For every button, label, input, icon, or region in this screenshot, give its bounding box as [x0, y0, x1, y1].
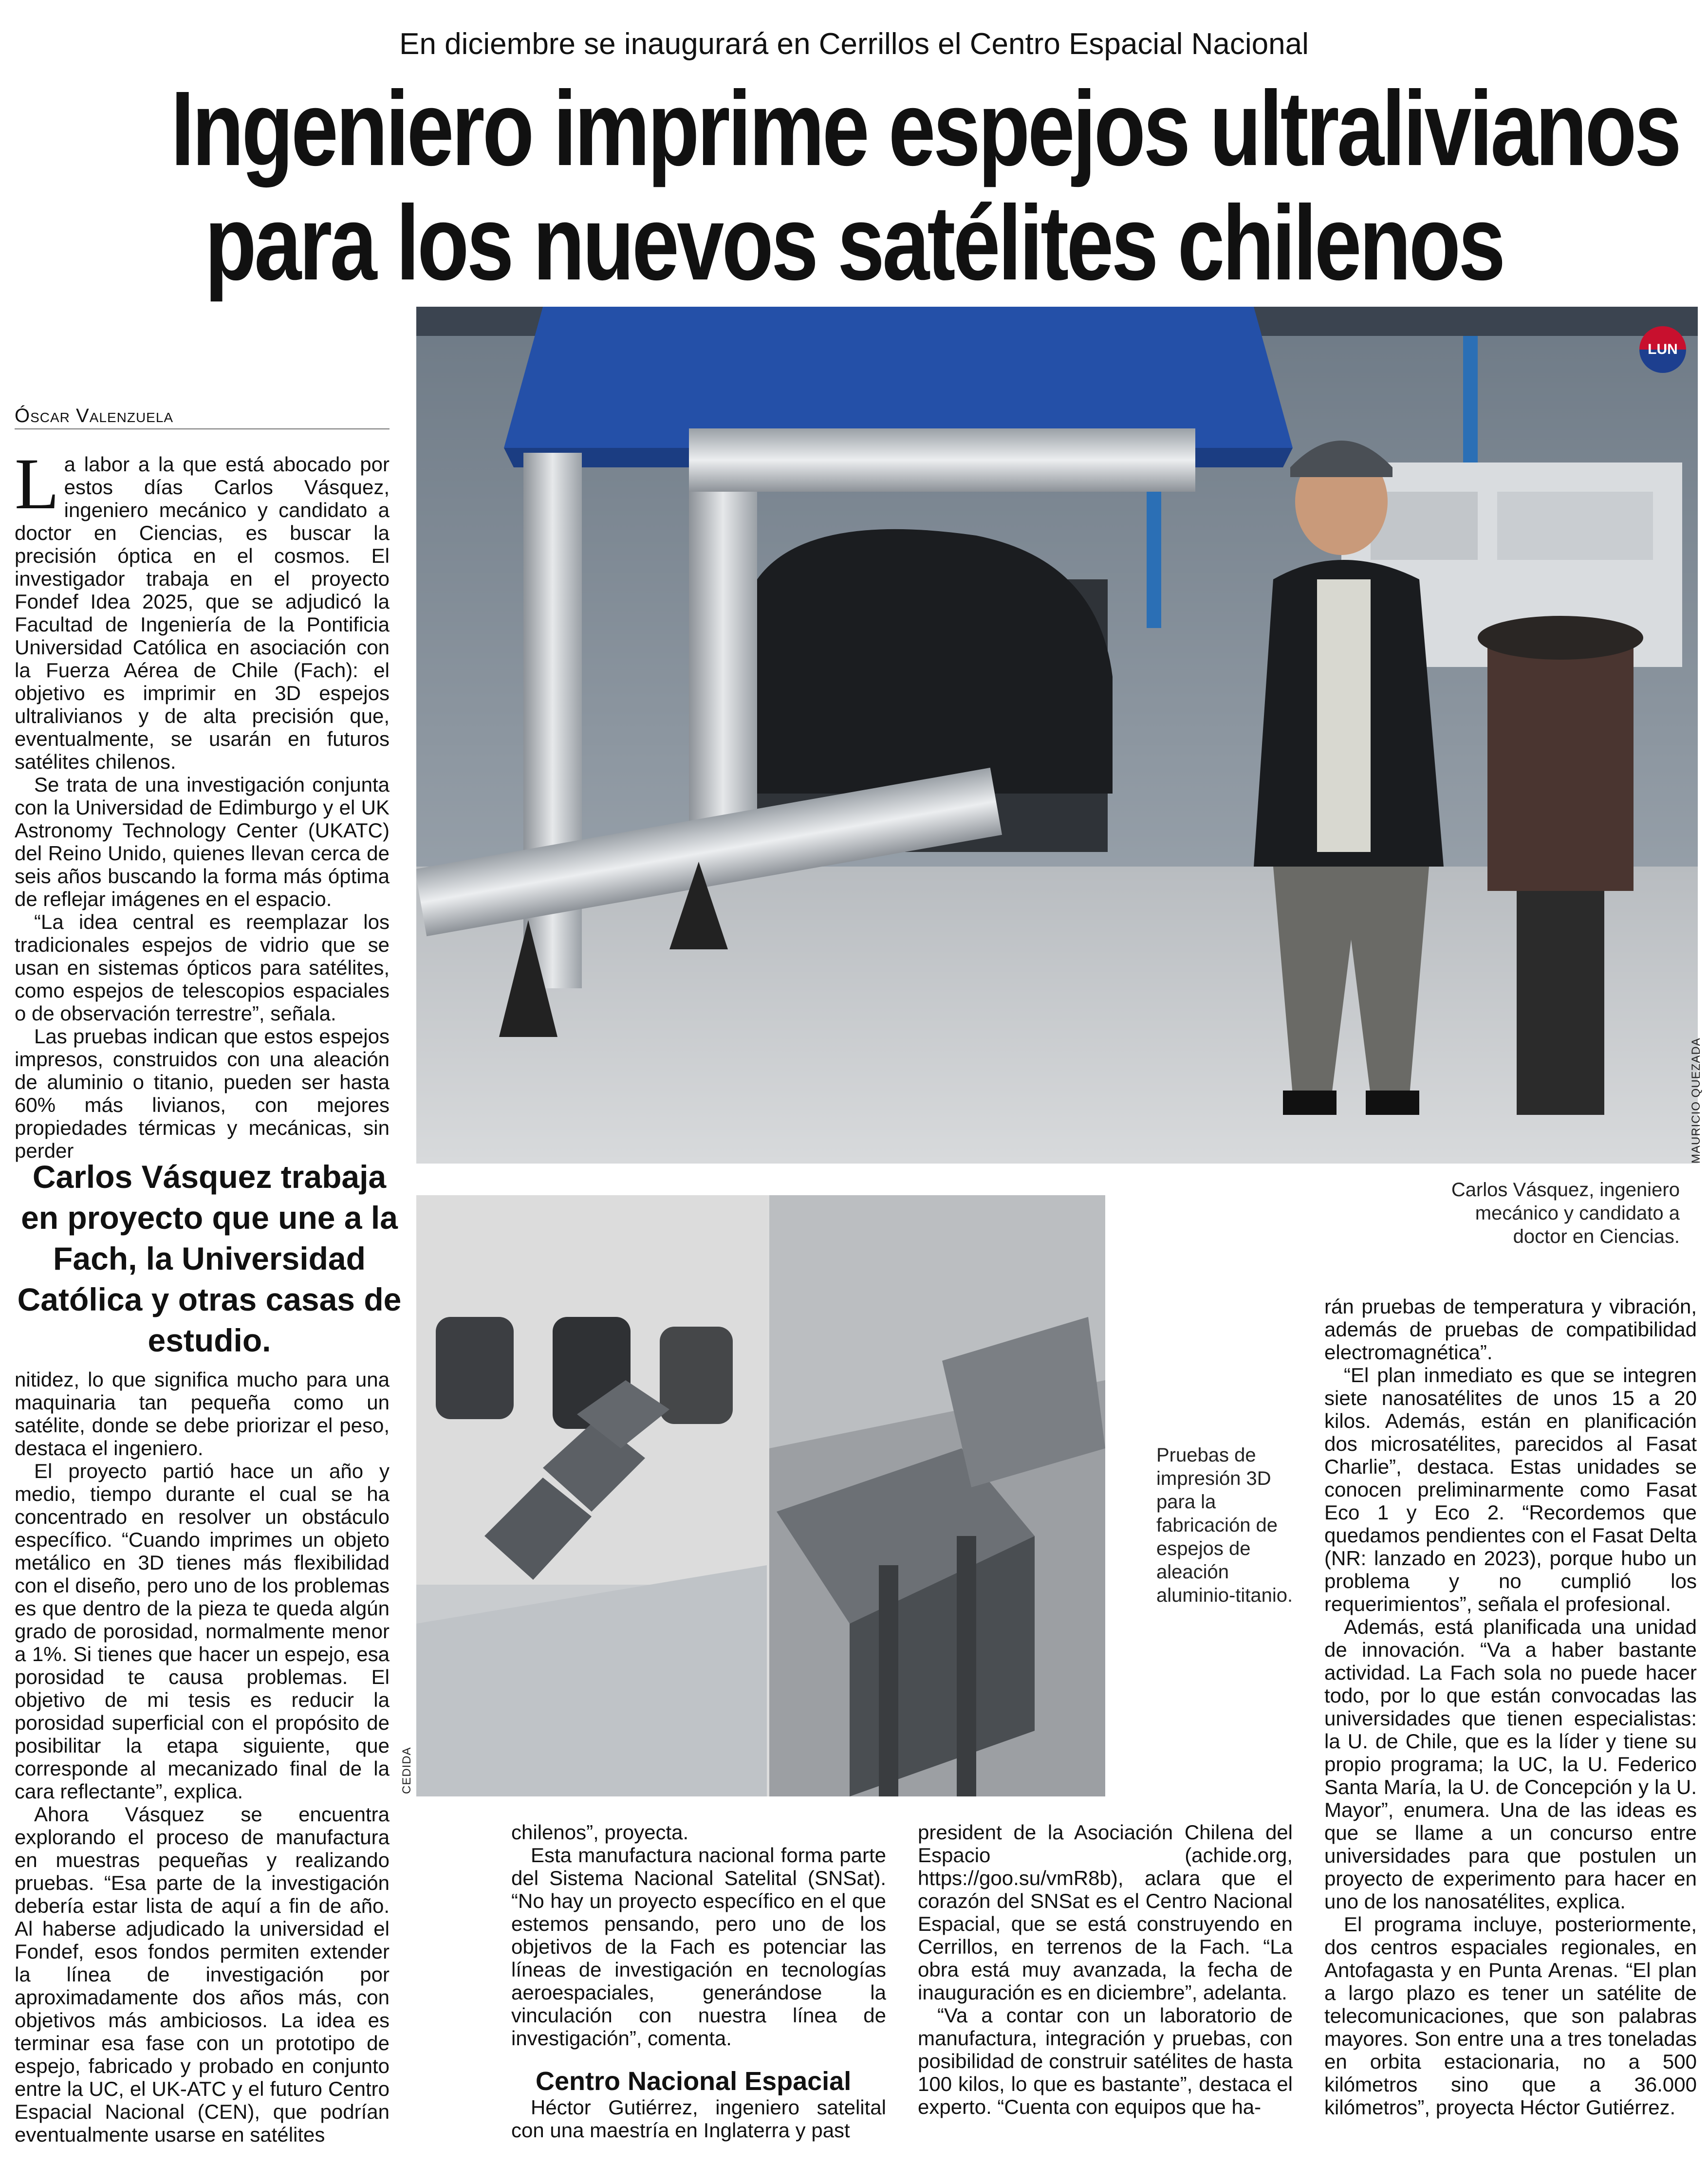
- paragraph: Ahora Vásquez se encuentra explorando el proceso de manufactura en muestras pequeñas y realizando pruebas. “Esa parte de la investigación debería estar lista de aquí a fin de año. Al haberse adjudicado la universidad el Fondef, esos fondos permiten extender la línea de investigación por aproximadamente dos años más, con objetivos más ambiciosos. La idea es terminar esa fase con un prototipo de espejo, fabricado y probado en conjunto entre la UC, el UK-ATC y el futuro Centro Espacial Nacional (CEN), que podrían eventualmente usarse en satélites: [15, 1803, 390, 2146]
- paragraph: “El plan inmediato es que se integren siete nanosatélites de unos 15 a 20 kilos. Además, están en planificación dos microsatélites, parecidos al Fasat Charlie”, destaca. Estas unidades se conocen preliminarmente como Fasat Eco 1 y Eco 2. “Recordemos que quedamos pendientes con el Fasat Delta (NR: lanzado en 2023), porque hubo un problema y no cumplió los requerimientos”, señala el profesional.: [1324, 1364, 1697, 1615]
- column-3: [918, 1821, 1293, 2118]
- main-photo-caption: Carlos Vásquez, ingeniero mecánico y candidato a doctor en Ciencias.: [1451, 1179, 1680, 1247]
- paragraph: a labor a la que está abocado por estos días Carlos Vásquez, ingeniero mecánico y candidato a doctor en Ciencias, es buscar la precisión óptica en el cosmos. El investigador trabaja en el proyecto Fondef Idea 2025, que se adjudicó la Facultad de Ingeniería de la Pontificia Universidad Católica en asociación con la Fuerza Aérea de Chile (Fach): el objetivo es imprimir en 3D espejos ultralivianos y de alta precisión que, eventualmente, se usarán en futuros satélites chilenos.: [15, 453, 390, 773]
- paragraph: chilenos”, proyecta.: [511, 1821, 689, 1844]
- paragraph: Además, está planificada una unidad de innovación. “Va a haber bastante actividad. La Fach sola no puede hacer todo, por lo que están convocadas las universidades que tienen especialistas: la U. de Chile, que es la líder y tiene su propio programa; la UC, la U. Federico Santa María, la U. de Concepción y la U. Mayor”, enumera. Una de las ideas es que se llame a un concurso entre universidades para que postulen un proyecto de experimento para hacer en uno de los nanosatélites, explica.: [1324, 1615, 1697, 1913]
- kicker: En diciembre se inaugurará en Cerrillos el Centro Espacial Nacional: [399, 27, 1309, 61]
- printed-samples-illustration: [416, 1195, 1105, 1796]
- lab-scene-illustration: [416, 307, 1698, 1164]
- byline-rule: [15, 428, 390, 429]
- sample-photo-caption: Pruebas de impresión 3D para la fabricación de espejos de aleación aluminio-titanio.: [1156, 1444, 1293, 1606]
- column-1-lower: [15, 1368, 390, 2146]
- paragraph: Esta manufactura nacional forma parte del Sistema Nacional Satelital (SNSat). “No hay un proyecto específico en el que estemos pensando, pero uno de los objetivos de la Fach es potenciar las líneas de investigación en tecnologías aeroespaciales, generándose la vinculación con nuestra línea de investigación”, comenta.: [511, 1844, 886, 2050]
- paragraph: El programa incluye, posteriormente, dos centros espaciales regionales, en Antofagasta y en Punta Arenas. “El plan a largo plazo es tener un satélite de telecomunicaciones, que son palabras mayores. Son entre una a tres toneladas en orbita estacionaria, no a 500 kilómetros sino que a 36.000 kilómetros”, proyecta Héctor Gutiérrez.: [1324, 1913, 1697, 2119]
- paragraph: president de la Asociación Chilena del Espacio (achide.org, https://goo.su/vmR8b), aclara que el corazón del SNSat es el Centro Nacional Espacial, que se está construyendo en Cerrillos, en terrenos de la Fach. “La obra está muy avanzada, la fecha de inauguración es en diciembre”, adelanta.: [918, 1821, 1293, 2004]
- paragraph: rán pruebas de temperatura y vibración, además de pruebas de compatibilidad electromagnética”.: [1324, 1295, 1697, 1364]
- subhead: Centro Nacional Espacial: [536, 2067, 852, 2096]
- paragraph: “Va a contar con un laboratorio de manufactura, integración y pruebas, con posibilidad de construir satélites de hasta 100 kilos, lo que es bastante”, destaca el experto. “Cuenta con equipos que ha-: [918, 2004, 1293, 2118]
- column-2: [511, 1821, 886, 2142]
- column-1-upper: [15, 444, 390, 1162]
- paragraph: Las pruebas indican que estos espejos impresos, construidos con una aleación de aluminio o titanio, pueden ser hasta 60% más livianos, con mejores propiedades térmicas y mecánicas, sin perder: [15, 1025, 390, 1162]
- pull-quote: Carlos Vásquez trabaja en proyecto que une a la Fach, la Universidad Católica y otras casas de estudio.: [17, 1159, 402, 1358]
- dropcap: L: [15, 444, 59, 524]
- main-photo: [416, 307, 1698, 1164]
- sample-photo: [416, 1195, 1105, 1796]
- paragraph: Héctor Gutiérrez, ingeniero satelital con una maestría en Inglaterra y past: [511, 2096, 886, 2142]
- lun-logo: [1639, 326, 1686, 373]
- paragraph: El proyecto partió hace un año y medio, tiempo durante el cual se ha concentrado en resolver un obstáculo específico. “Cuando imprimes un objeto metálico en 3D tienes más flexibilidad con el diseño, pero uno de los problemas es que dentro de la pieza te queda algún grado de porosidad, normalmente menor a 1%. Si tienes que hacer un espejo, esa porosidad te causa problemas. El objetivo de mi tesis es reducir la porosidad superficial con el propósito de posibilitar la etapa siguiente, que corresponde al mecanizado final de la cara reflectante”, explica.: [15, 1460, 390, 1803]
- column-4: [1324, 1295, 1697, 2119]
- paragraph: Se trata de una investigación conjunta con la Universidad de Edimburgo y el UK Astronomy Technology Center (UKATC) del Reino Unido, quienes llevan cerca de seis años buscando la forma más óptima de reflejar imágenes en el espacio.: [15, 773, 390, 910]
- lun-logo-text: LUN: [1648, 341, 1678, 357]
- main-photo-credit: MAURICIO QUEZADA: [1689, 1037, 1703, 1164]
- headline-line-2: para los nuevos satélites chilenos: [204, 184, 1504, 302]
- sample-photo-credit: CEDIDA: [400, 1747, 413, 1794]
- paragraph: “La idea central es reemplazar los tradicionales espejos de vidrio que se usan en sistemas ópticos para satélites, como espejos de telescopios espaciales o de observación terrestre”, señala.: [15, 910, 390, 1025]
- paragraph: nitidez, lo que significa mucho para una maquinaria tan pequeña como un satélite, donde se debe priorizar el peso, destaca el ingeniero.: [15, 1368, 390, 1460]
- byline: Óscar Valenzuela: [15, 405, 174, 426]
- headline-line-1: Ingeniero imprime espejos ultralivianos: [170, 70, 1680, 188]
